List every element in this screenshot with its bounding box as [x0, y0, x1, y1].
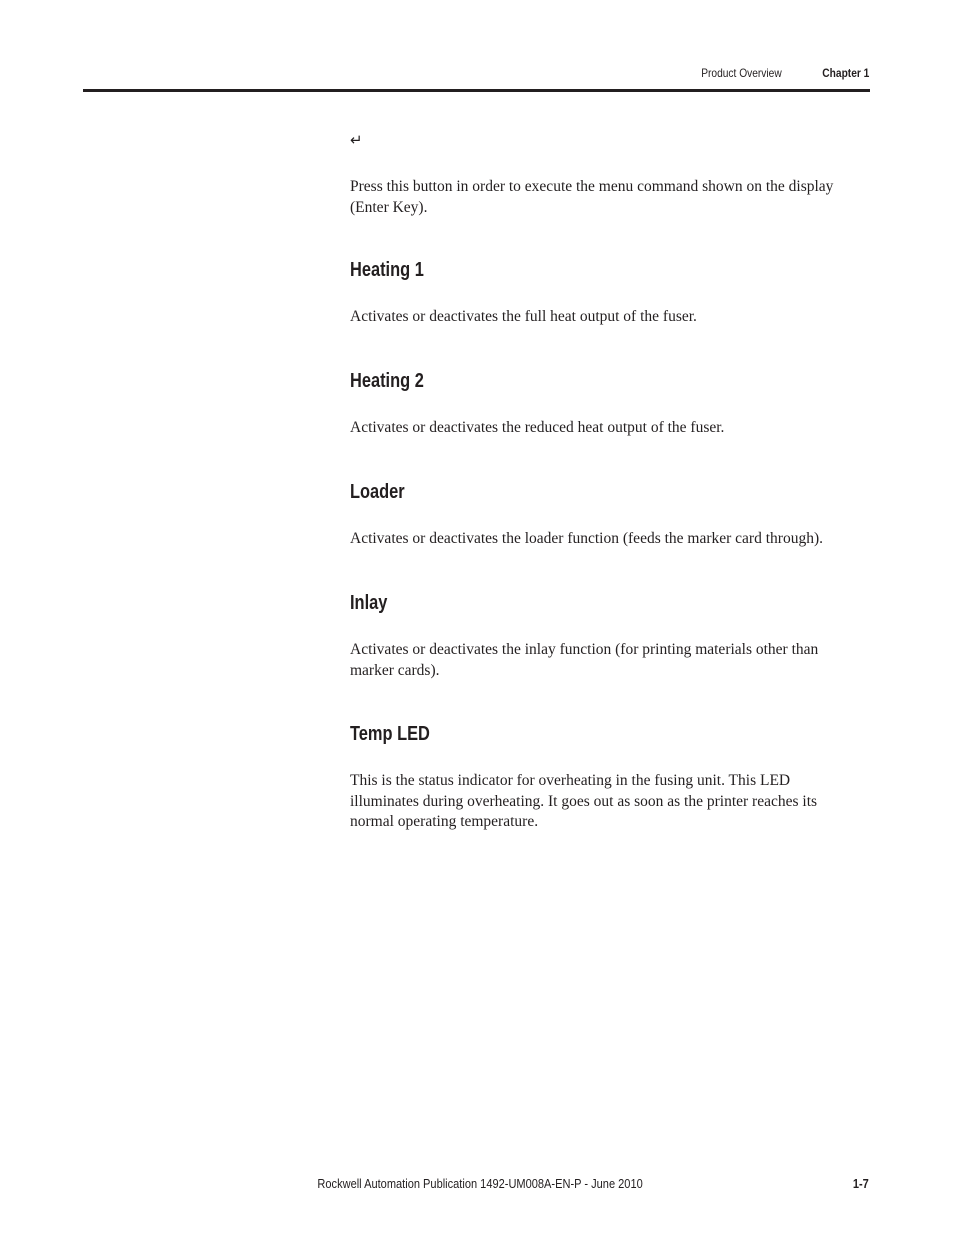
enter-return-icon: ↵ [350, 131, 363, 149]
heading-loader: Loader [350, 481, 405, 503]
header-chapter-label: Chapter 1 [821, 66, 869, 80]
text-inlay: Activates or deactivates the inlay function (for printing materials other than marker cards). [350, 641, 819, 679]
header-section-title: Product Overview [701, 66, 782, 80]
footer-page-number: 1-7 [853, 1176, 869, 1191]
heading-inlay: Inlay [350, 592, 388, 614]
text-temp-led: This is the status indicator for overheating in the fusing unit. This LED illuminates during overheating. It goes out as soon as the printer reaches its normal operating temperature. [350, 772, 818, 830]
text-heating-1: Activates or deactivates the full heat output of the fuser. [350, 308, 697, 325]
heading-temp-led: Temp LED [350, 723, 430, 745]
header-rule [83, 89, 870, 92]
text-loader: Activates or deactivates the loader function (feeds the marker card through). [350, 530, 823, 547]
heading-heating-1: Heating 1 [350, 259, 424, 281]
heading-heating-2: Heating 2 [350, 370, 424, 392]
page-header [0, 0, 954, 92]
footer-publication: Rockwell Automation Publication 1492-UM008A-EN-P - June 2010 [317, 1176, 643, 1191]
text-heating-2: Activates or deactivates the reduced heat output of the fuser. [350, 419, 725, 436]
enter-key-description: Press this button in order to execute the menu command shown on the display (Enter Key). [350, 178, 834, 216]
